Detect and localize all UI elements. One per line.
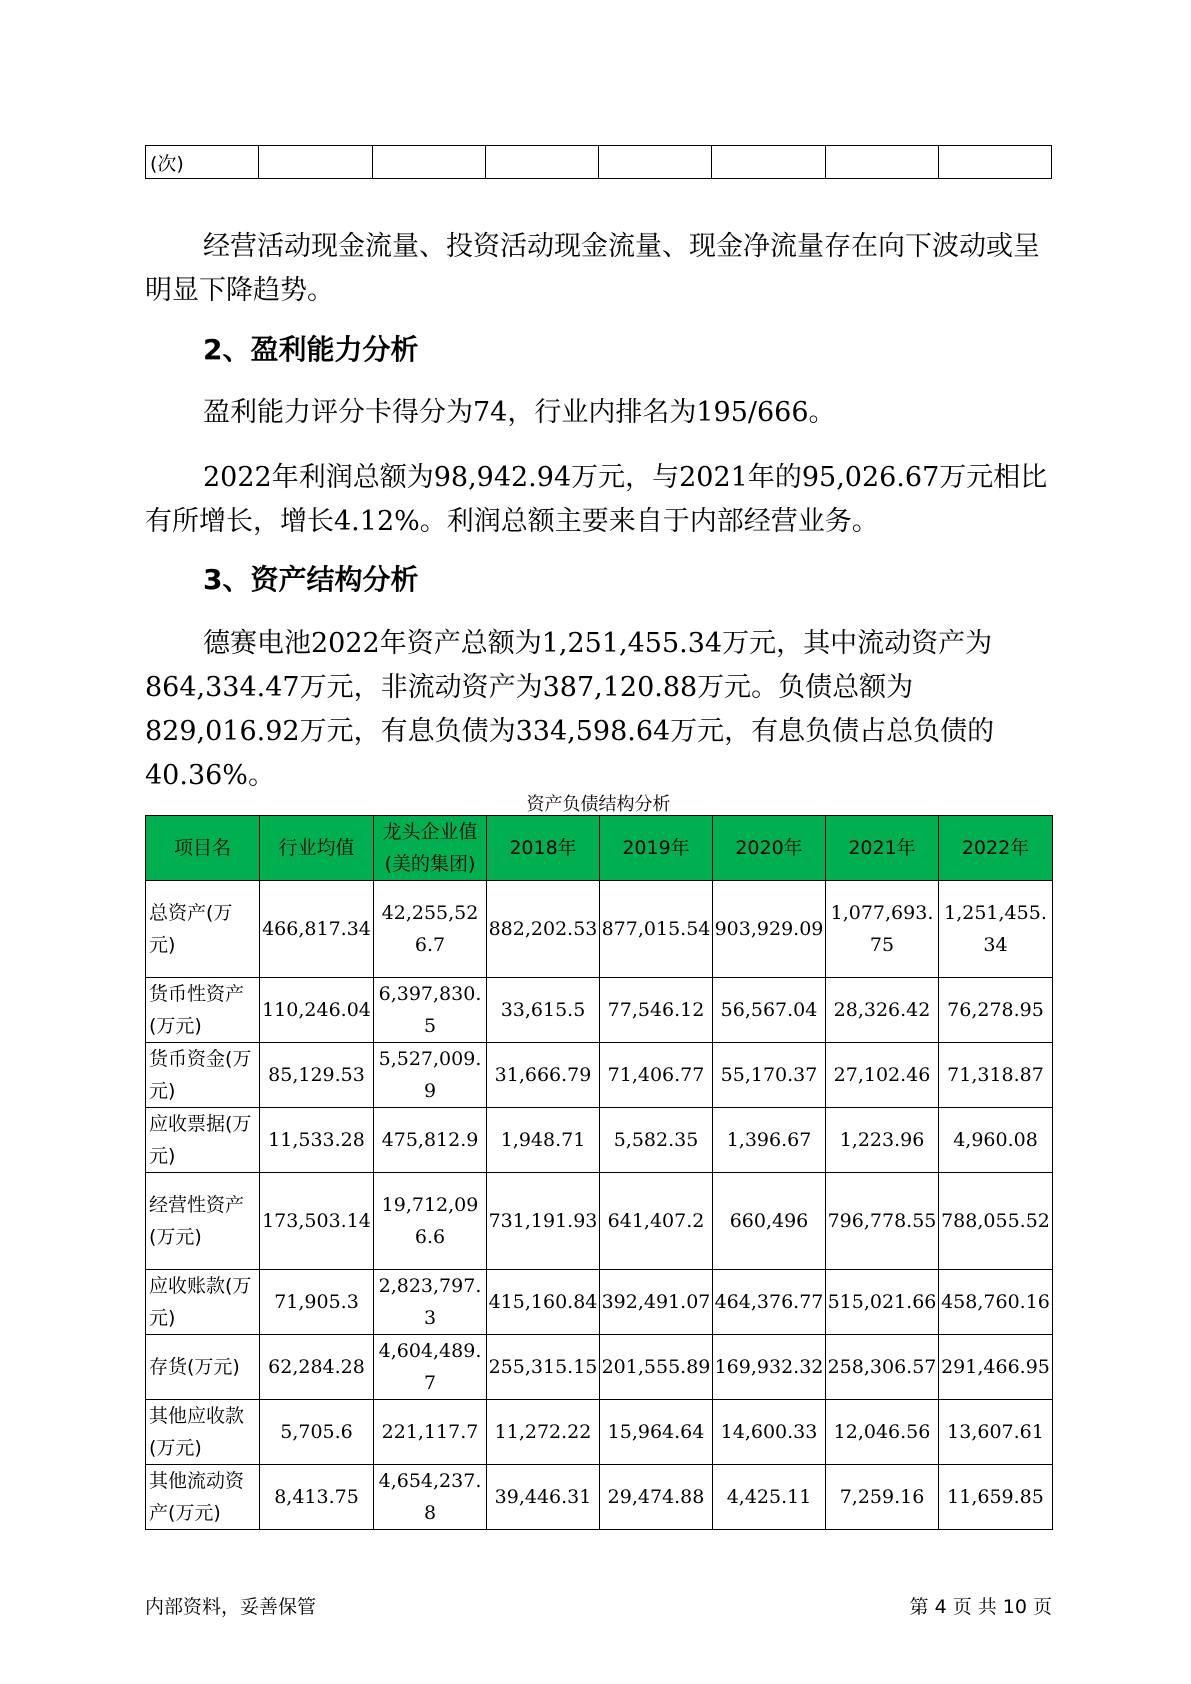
value-cell: 11,272.22 bbox=[487, 1400, 600, 1465]
row-label-cell: 应收账款(万元) bbox=[146, 1270, 260, 1335]
table-caption: 资产负债结构分析 bbox=[526, 794, 671, 815]
value-cell: 4,654,237.8 bbox=[374, 1465, 487, 1530]
header-2021: 2021年 bbox=[826, 816, 939, 881]
value-cell: 4,604,489.7 bbox=[374, 1335, 487, 1400]
value-cell: 14,600.33 bbox=[713, 1400, 826, 1465]
asset-structure-table bbox=[145, 815, 1053, 1530]
value-cell: 8,413.75 bbox=[260, 1465, 374, 1530]
value-cell: 173,503.14 bbox=[260, 1173, 374, 1270]
table-header-row bbox=[146, 816, 1053, 881]
value-cell: 6,397,830.5 bbox=[374, 978, 487, 1043]
row-label-cell: 总资产(万元) bbox=[146, 881, 260, 978]
header-industry-avg: 行业均值 bbox=[260, 816, 374, 881]
table-row bbox=[146, 978, 1053, 1043]
cashflow-paragraph: 经营活动现金流量、投资活动现金流量、现金净流量存在向下波动或呈明显下降趋势。 bbox=[145, 231, 1040, 306]
value-cell: 71,905.3 bbox=[260, 1270, 374, 1335]
value-cell: 13,607.61 bbox=[939, 1400, 1053, 1465]
row-label-cell: 其他应收款(万元) bbox=[146, 1400, 260, 1465]
table-row bbox=[146, 1108, 1053, 1173]
table-cell bbox=[372, 146, 485, 179]
table-cell bbox=[259, 146, 372, 179]
table-row bbox=[146, 1270, 1053, 1335]
value-cell: 4,960.08 bbox=[939, 1108, 1053, 1173]
value-cell: 71,318.87 bbox=[939, 1043, 1053, 1108]
value-cell: 7,259.16 bbox=[826, 1465, 939, 1530]
footer-page-number: 第 4 页 共 10 页 bbox=[909, 1596, 1052, 1618]
value-cell: 1,948.71 bbox=[487, 1108, 600, 1173]
header-item-name: 项目名 bbox=[146, 816, 260, 881]
value-cell: 392,491.07 bbox=[600, 1270, 713, 1335]
value-cell: 788,055.52 bbox=[939, 1173, 1053, 1270]
table-cell bbox=[599, 146, 712, 179]
table-cell bbox=[825, 146, 938, 179]
value-cell: 1,077,693.75 bbox=[826, 881, 939, 978]
value-cell: 255,315.15 bbox=[487, 1335, 600, 1400]
value-cell: 15,964.64 bbox=[600, 1400, 713, 1465]
row-label-cell: 货币资金(万元) bbox=[146, 1043, 260, 1108]
value-cell: 882,202.53 bbox=[487, 881, 600, 978]
value-cell: 464,376.77 bbox=[713, 1270, 826, 1335]
value-cell: 5,705.6 bbox=[260, 1400, 374, 1465]
header-2019: 2019年 bbox=[600, 816, 713, 881]
table-row bbox=[146, 881, 1053, 978]
value-cell: 515,021.66 bbox=[826, 1270, 939, 1335]
value-cell: 42,255,526.7 bbox=[374, 881, 487, 978]
footer-confidential: 内部资料，妥善保管 bbox=[145, 1596, 317, 1618]
header-2018: 2018年 bbox=[487, 816, 600, 881]
row-label-cell: 其他流动资产(万元) bbox=[146, 1465, 260, 1530]
value-cell: 258,306.57 bbox=[826, 1335, 939, 1400]
value-cell: 731,191.93 bbox=[487, 1173, 600, 1270]
value-cell: 31,666.79 bbox=[487, 1043, 600, 1108]
table-row bbox=[146, 1400, 1053, 1465]
value-cell: 29,474.88 bbox=[600, 1465, 713, 1530]
value-cell: 62,284.28 bbox=[260, 1335, 374, 1400]
value-cell: 11,533.28 bbox=[260, 1108, 374, 1173]
value-cell: 1,251,455.34 bbox=[939, 881, 1053, 978]
profit-total-paragraph: 2022年利润总额为98,942.94万元，与2021年的95,026.67万元相比有所增长，增长4.12%。利润总额主要来自于内部经营业务。 bbox=[145, 462, 1048, 537]
top-table-fragment bbox=[145, 145, 1052, 179]
value-cell: 85,129.53 bbox=[260, 1043, 374, 1108]
value-cell: 1,223.96 bbox=[826, 1108, 939, 1173]
table-row bbox=[146, 1335, 1053, 1400]
value-cell: 458,760.16 bbox=[939, 1270, 1053, 1335]
asset-table-body bbox=[146, 881, 1053, 1530]
value-cell: 33,615.5 bbox=[487, 978, 600, 1043]
value-cell: 5,582.35 bbox=[600, 1108, 713, 1173]
table-row bbox=[146, 1043, 1053, 1108]
header-2022: 2022年 bbox=[939, 816, 1053, 881]
value-cell: 110,246.04 bbox=[260, 978, 374, 1043]
asset-heading: 3、资产结构分析 bbox=[203, 563, 419, 596]
row-label-cell: 存货(万元) bbox=[146, 1335, 260, 1400]
value-cell: 641,407.2 bbox=[600, 1173, 713, 1270]
value-cell: 2,823,797.3 bbox=[374, 1270, 487, 1335]
table-row bbox=[146, 146, 1052, 179]
header-leader-value: 龙头企业值(美的集团) bbox=[374, 816, 487, 881]
profit-score-paragraph: 盈利能力评分卡得分为74，行业内排名为195/666。 bbox=[203, 397, 836, 428]
table-row bbox=[146, 1173, 1053, 1270]
value-cell: 39,446.31 bbox=[487, 1465, 600, 1530]
value-cell: 27,102.46 bbox=[826, 1043, 939, 1108]
value-cell: 291,466.95 bbox=[939, 1335, 1053, 1400]
value-cell: 12,046.56 bbox=[826, 1400, 939, 1465]
value-cell: 28,326.42 bbox=[826, 978, 939, 1043]
value-cell: 466,817.34 bbox=[260, 881, 374, 978]
profit-heading: 2、盈利能力分析 bbox=[203, 333, 419, 366]
value-cell: 221,117.7 bbox=[374, 1400, 487, 1465]
value-cell: 903,929.09 bbox=[713, 881, 826, 978]
table-row bbox=[146, 1465, 1053, 1530]
table-cell: (次) bbox=[146, 146, 259, 179]
value-cell: 5,527,009.9 bbox=[374, 1043, 487, 1108]
table-cell bbox=[938, 146, 1051, 179]
value-cell: 77,546.12 bbox=[600, 978, 713, 1043]
row-label-cell: 经营性资产(万元) bbox=[146, 1173, 260, 1270]
value-cell: 19,712,096.6 bbox=[374, 1173, 487, 1270]
value-cell: 11,659.85 bbox=[939, 1465, 1053, 1530]
value-cell: 415,160.84 bbox=[487, 1270, 600, 1335]
value-cell: 877,015.54 bbox=[600, 881, 713, 978]
value-cell: 56,567.04 bbox=[713, 978, 826, 1043]
value-cell: 796,778.55 bbox=[826, 1173, 939, 1270]
asset-summary-paragraph: 德赛电池2022年资产总额为1,251,455.34万元，其中流动资产为864,334.47万元，非流动资产为387,120.88万元。负债总额为829,016.92万元，有息负债为334,598.64万元，有息负债占总负债的40.36%。 bbox=[145, 628, 995, 791]
row-label-cell: 货币性资产(万元) bbox=[146, 978, 260, 1043]
value-cell: 76,278.95 bbox=[939, 978, 1053, 1043]
value-cell: 71,406.77 bbox=[600, 1043, 713, 1108]
header-2020: 2020年 bbox=[713, 816, 826, 881]
value-cell: 4,425.11 bbox=[713, 1465, 826, 1530]
value-cell: 169,932.32 bbox=[713, 1335, 826, 1400]
value-cell: 1,396.67 bbox=[713, 1108, 826, 1173]
value-cell: 55,170.37 bbox=[713, 1043, 826, 1108]
value-cell: 660,496 bbox=[713, 1173, 826, 1270]
value-cell: 201,555.89 bbox=[600, 1335, 713, 1400]
table-cell bbox=[712, 146, 825, 179]
value-cell: 475,812.9 bbox=[374, 1108, 487, 1173]
row-label-cell: 应收票据(万元) bbox=[146, 1108, 260, 1173]
table-cell bbox=[485, 146, 598, 179]
